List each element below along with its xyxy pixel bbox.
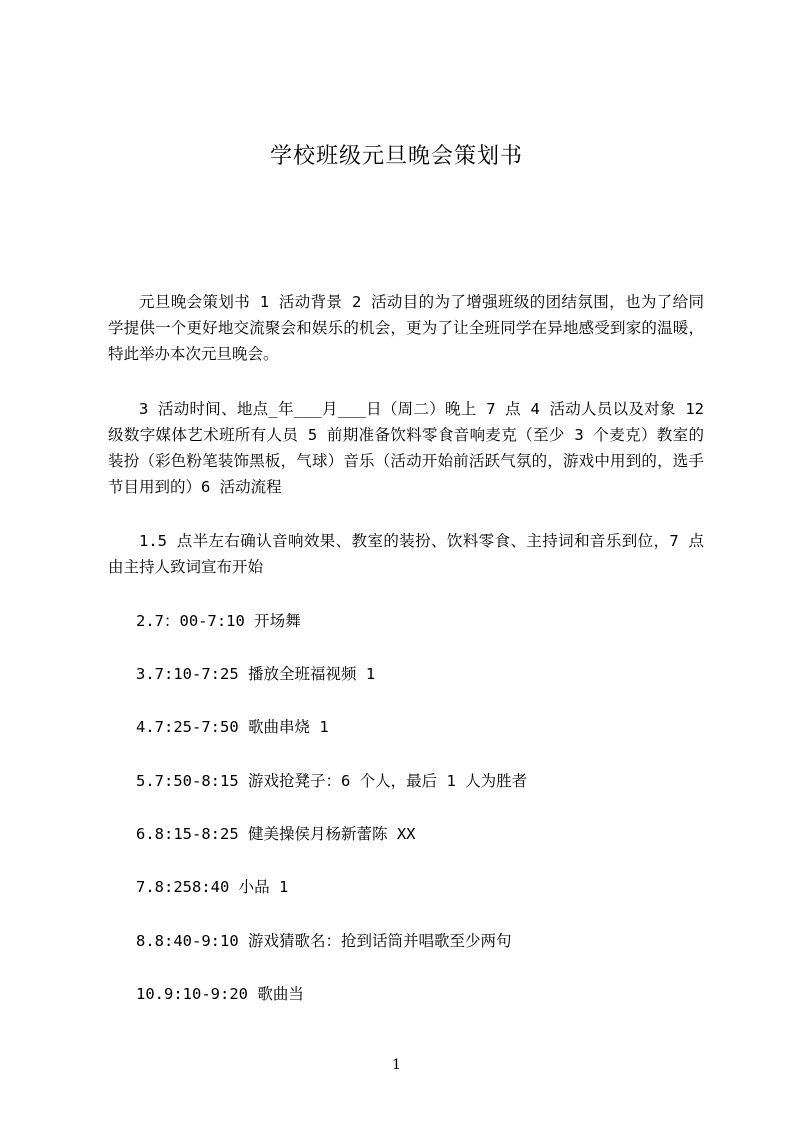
schedule-item-8: 8.8:40-9:10 游戏猜歌名：抢到话筒并唱歌至少两句 bbox=[136, 932, 512, 950]
schedule-item-3: 3.7:10-7:25 播放全班福视频 1 bbox=[136, 665, 376, 683]
paragraph-step-1: 1.5 点半左右确认音响效果、教室的装扮、饮料零食、主持词和音乐到位，7 点由主持人致词宣布开始 bbox=[108, 532, 704, 576]
schedule-item-10: 10.9:10-9:20 歌曲当 bbox=[136, 985, 304, 1003]
schedule-item-5: 5.7:50-8:15 游戏抢凳子：6 个人，最后 1 人为胜者 bbox=[136, 772, 528, 790]
document-title: 学校班级元旦晚会策划书 bbox=[269, 144, 523, 169]
schedule-item-2: 2.7：00-7:10 开场舞 bbox=[136, 612, 301, 630]
schedule-item-7: 7.8:258:40 小品 1 bbox=[136, 878, 289, 896]
schedule-item-4: 4.7:25-7:50 歌曲串烧 1 bbox=[136, 718, 329, 736]
paragraph-background: 元旦晚会策划书 1 活动背景 2 活动目的为了增强班级的团结氛围，也为了给同学提供一个更好地交流聚会和娱乐的机会，更为了让全班同学在异地感受到家的温暖，特此举办本次元旦晚会。 bbox=[108, 293, 704, 363]
schedule-item-6: 6.8:15-8:25 健美操侯月杨新蕾陈 XX bbox=[136, 825, 416, 843]
paragraph-details: 3 活动时间、地点_年___月___日（周二）晚上 7 点 4 活动人员以及对象 12 级数字媒体艺术班所有人员 5 前期准备饮料零食音响麦克（至少 3 个麦克）教室的装扮（彩色粉笔装饰黑板，气球）音乐（活动开始前活跃气氛的，游戏中用到的，选手节目用到的）6 活动流程 bbox=[108, 400, 704, 496]
page-number: 1 bbox=[392, 1057, 401, 1073]
